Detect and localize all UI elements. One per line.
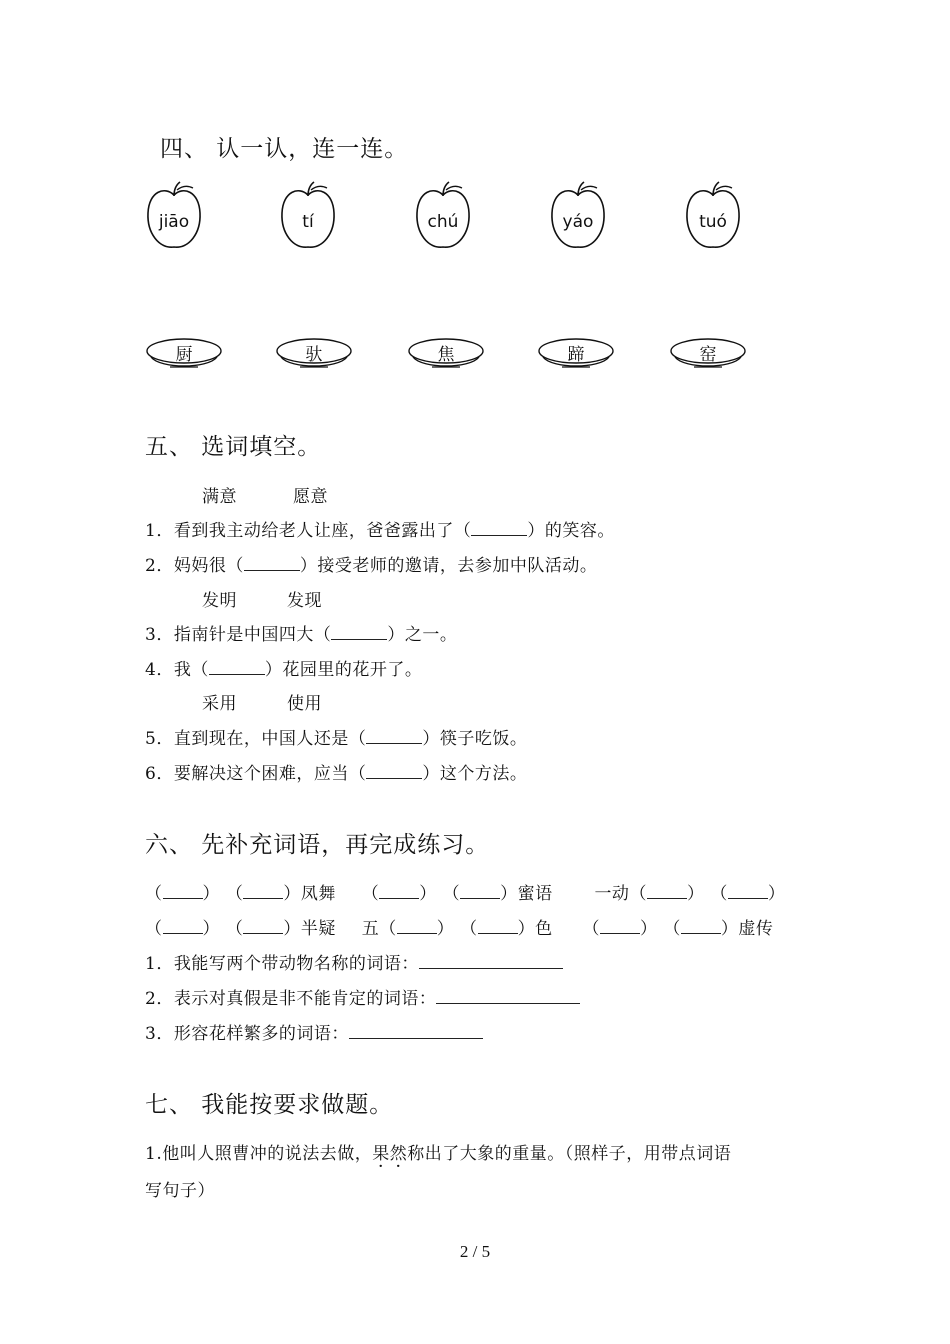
idiom-row: （ ） （ ）半疑 五（ ） （ ）色 （ ） （ ）虚传 — [145, 919, 774, 939]
idiom-blank[interactable] — [478, 932, 518, 934]
answer-blank[interactable] — [366, 742, 422, 744]
word-choice: 愿意 — [293, 487, 328, 507]
section7-title: 七、 我能按要求做题。 — [145, 1092, 394, 1118]
hanzi-label: 驮 — [305, 345, 323, 365]
answer-blank[interactable] — [366, 777, 422, 779]
word-choices — [202, 689, 322, 714]
idiom-row: （ ） （ ）凤舞 （ ） （ ）蜜语 一动（ ） （ ） — [145, 884, 786, 904]
apple-card[interactable] — [549, 181, 613, 255]
answer-blank[interactable] — [471, 534, 527, 536]
plate-card[interactable] — [408, 336, 488, 372]
idiom-blank[interactable] — [163, 897, 203, 899]
idiom-blank[interactable] — [647, 897, 687, 899]
plate-card[interactable] — [538, 336, 618, 372]
fill-item: 5．直到现在，中国人还是（ ）筷子吃饭。 — [145, 729, 528, 749]
idiom-blank[interactable] — [600, 932, 640, 934]
apple-card[interactable] — [279, 181, 343, 255]
idiom-blank[interactable] — [243, 897, 283, 899]
answer-blank[interactable] — [331, 638, 387, 640]
section6-title: 六、 先补充词语，再完成练习。 — [145, 832, 490, 858]
answer-line[interactable] — [349, 1037, 483, 1039]
idiom-blank[interactable] — [379, 897, 419, 899]
hanzi-label: 焦 — [437, 345, 455, 365]
answer-line[interactable] — [419, 967, 563, 969]
question-item: 1．我能写两个带动物名称的词语： — [145, 949, 563, 974]
idiom-blank[interactable] — [163, 932, 203, 934]
hanzi-label: 蹄 — [567, 345, 585, 365]
question-line2: 写句子） — [145, 1181, 215, 1201]
fill-item: 1．看到我主动给老人让座，爸爸露出了（ ）的笑容。 — [145, 521, 615, 541]
pinyin-label: jiāo — [158, 212, 190, 232]
word-choice: 使用 — [287, 694, 322, 714]
section5-title: 五、 选词填空。 — [145, 434, 322, 460]
word-choice: 满意 — [202, 487, 237, 507]
idiom-blank[interactable] — [681, 932, 721, 934]
hanzi-label: 窑 — [699, 345, 717, 365]
plate-card[interactable] — [146, 336, 226, 372]
dotted-char: 然 — [389, 1144, 408, 1164]
fill-item: 2．妈妈很（ ）接受老师的邀请，去参加中队活动。 — [145, 556, 598, 576]
idiom-blank[interactable] — [243, 932, 283, 934]
question-item: 1.他叫人照曹冲的说法去做，果然称出了大象的重量。（照样子，用带点词语 — [145, 1144, 732, 1164]
section4-title: 四、 认一认，连一连。 — [160, 136, 409, 162]
apple-card[interactable] — [684, 181, 748, 255]
word-choice: 采用 — [202, 694, 237, 714]
idiom-blank[interactable] — [460, 897, 500, 899]
dotted-char: 果 — [372, 1144, 390, 1164]
fill-item: 6．要解决这个困难，应当（ ）这个方法。 — [145, 764, 528, 784]
word-choices — [202, 586, 322, 611]
word-choice: 发明 — [202, 591, 237, 611]
page-number: 2 / 5 — [459, 1242, 491, 1261]
apple-card[interactable] — [414, 181, 478, 255]
pinyin-label: yáo — [562, 212, 594, 232]
hanzi-label: 厨 — [175, 345, 193, 365]
pinyin-label: chú — [427, 212, 459, 232]
word-choice: 发现 — [287, 591, 322, 611]
plate-card[interactable] — [670, 336, 750, 372]
question-item: 3．形容花样繁多的词语： — [145, 1019, 483, 1044]
fill-item: 4．我（ ）花园里的花开了。 — [145, 660, 423, 680]
fill-item: 3．指南针是中国四大（ ）之一。 — [145, 625, 458, 645]
answer-blank[interactable] — [209, 673, 265, 675]
apple-card[interactable] — [145, 181, 209, 255]
plate-card[interactable] — [276, 336, 356, 372]
answer-line[interactable] — [436, 1002, 580, 1004]
question-item: 2．表示对真假是非不能肯定的词语： — [145, 984, 580, 1009]
idiom-blank[interactable] — [728, 897, 768, 899]
idiom-blank[interactable] — [397, 932, 437, 934]
word-choices — [202, 482, 328, 507]
pinyin-label: tuó — [699, 212, 727, 232]
answer-blank[interactable] — [244, 569, 300, 571]
pinyin-label: tí — [302, 212, 314, 232]
